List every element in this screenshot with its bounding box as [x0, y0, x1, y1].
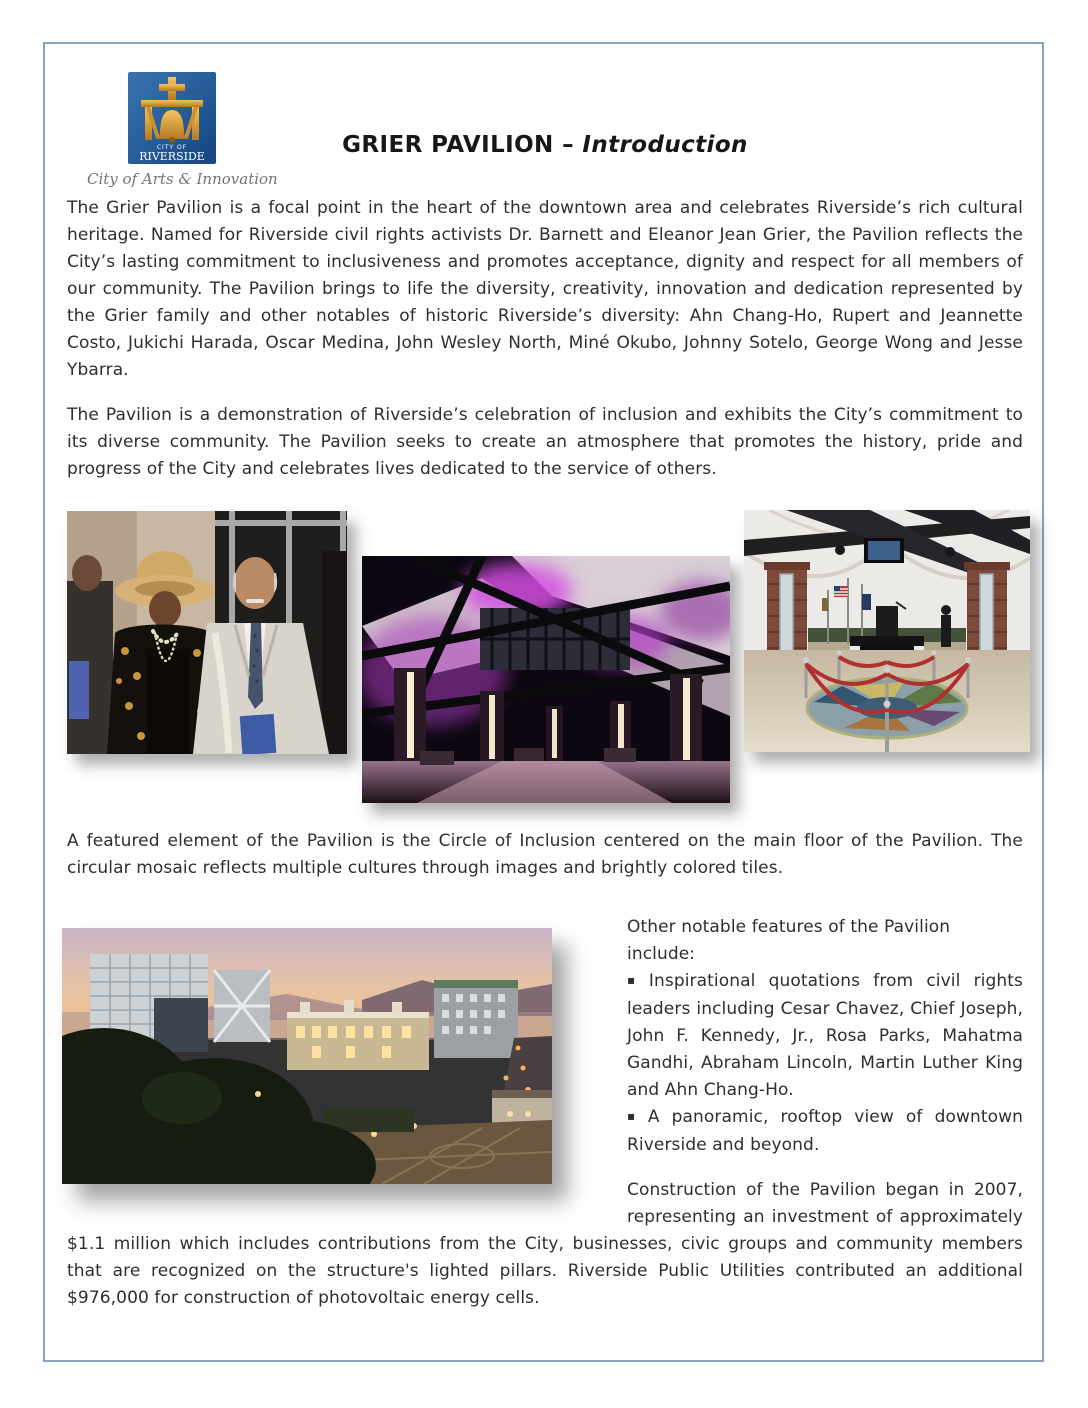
document-header — [67, 44, 1023, 195]
photo-grier-couple — [67, 511, 347, 754]
demonstration-paragraph: The Pavilion is a demonstration of Riverside’s celebration of inclusion and exhibits the City’s commitment to its diverse community. The Pavilion seeks to create an atmosphere that promotes the history, pride and progress of the City and celebrates lives dedicated to the service of others. — [67, 405, 1023, 479]
features-section — [67, 914, 1023, 1330]
photo-downtown-riverside-rooftop-view — [62, 928, 552, 1184]
construction-paragraph: Construction of the Pavilion began in 2007, representing an investment of approximately $1.1 million which includes contributions from the City, businesses, civic groups and community members that are recognized on the structure's lighted pillars. Riverside Public Utilities contributed an additional $976,000 for construction of photovoltaic energy cells. — [67, 1180, 1023, 1308]
circle-of-inclusion-paragraph: A featured element of the Pavilion is the Circle of Inclusion centered on the main floor of the Pavilion. The circular mosaic reflects multiple cultures through images and brightly colored tiles. — [67, 831, 1023, 878]
logo-seal-name-text: RIVERSIDE — [139, 150, 205, 163]
feature-bullet-quotations-text: Inspirational quotations from civil rights leaders including Cesar Chavez, Chief Joseph, John F. Kennedy, Jr., Rosa Parks, Mahatma Gandhi, Abraham Lincoln, Martin Luther King and Ahn Chang-Ho. — [627, 971, 1023, 1100]
logo-tagline: City of Arts & Innovation — [87, 170, 278, 188]
bullet-square-icon: ▪ — [627, 1109, 642, 1123]
page-title — [67, 132, 1023, 158]
city-of-riverside-logo-block — [87, 72, 278, 188]
photo-pavilion-purple-lighting — [362, 556, 730, 803]
document-page — [43, 42, 1044, 1362]
page-title-main: GRIER PAVILION – — [342, 132, 574, 158]
intro-paragraph: The Grier Pavilion is a focal point in the heart of the downtown area and celebrates Riverside’s rich cultural heritage. Named for Riverside civil rights activists Dr. Barnett and Eleanor Jean Grier, the Pavilion reflects the City’s lasting commitment to inclusiveness and promotes acceptance, dignity and respect for all members of our community. The Pavilion brings to life the diversity, creativity, innovation and dedication represented by the Grier family and other notables of historic Riverside’s diversity: Ahn Chang-Ho, Rupert and Jeannette Costo, Jukichi Harada, Oscar Medina, John Wesley North, Miné Okubo, Johnny Sotelo, George Wong and Jesse Ybarra. — [67, 198, 1023, 380]
bullet-square-icon: ▪ — [627, 973, 643, 987]
logo-seal-top-text: CITY OF — [156, 144, 188, 151]
features-intro: Other notable features of the Pavilion include: — [627, 917, 951, 964]
photo-row — [67, 501, 1023, 806]
feature-bullet-view-text: A panoramic, rooftop view of downtown Riverside and beyond. — [627, 1107, 1024, 1155]
page-title-italic: Introduction — [582, 132, 748, 158]
photo-pavilion-circle-of-inclusion — [744, 510, 1030, 752]
